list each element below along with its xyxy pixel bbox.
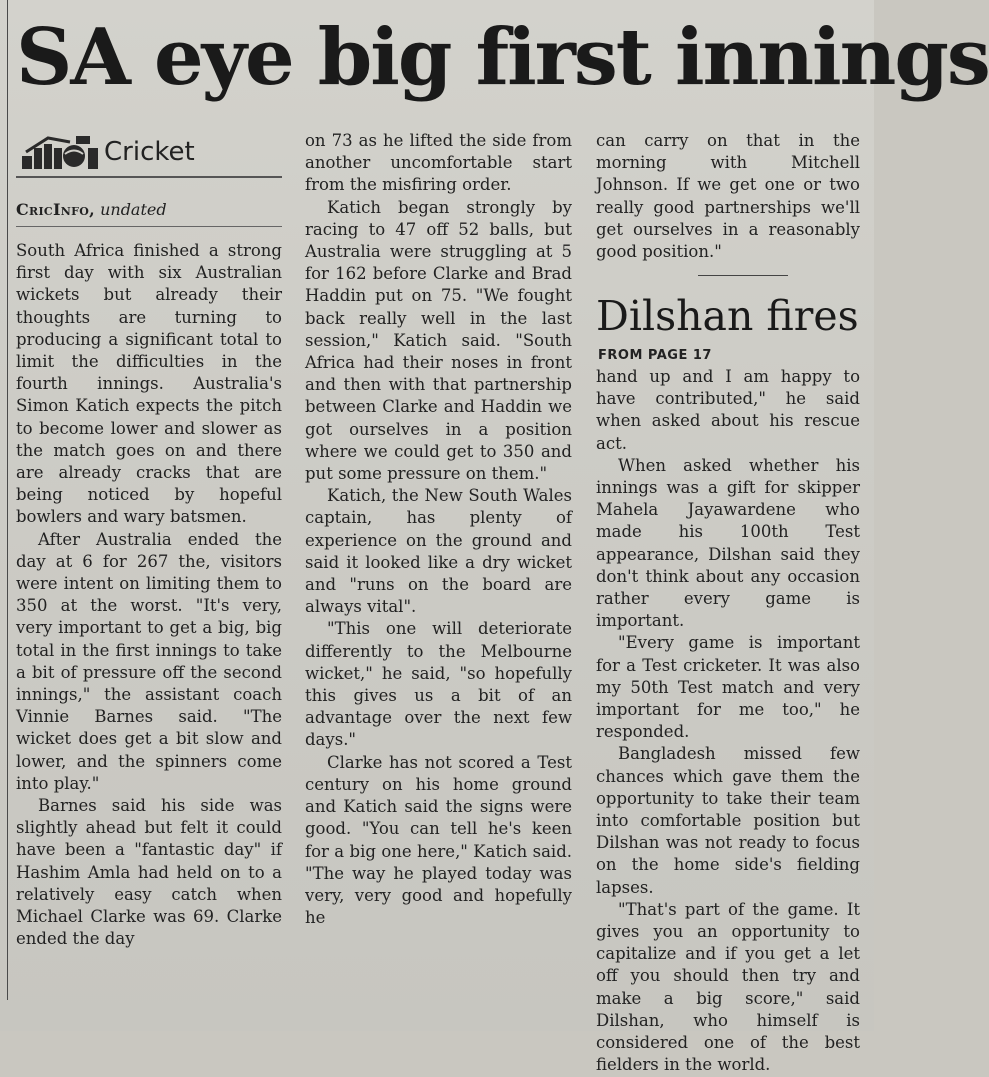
section-header	[16, 128, 282, 178]
article-column-3	[596, 130, 860, 263]
byline	[16, 200, 282, 227]
paragraph: "Every game is important for a Test cricketer. It was also my 50th Test match and very important for me too," he responded.	[596, 633, 860, 742]
cricket-logo-icon	[18, 134, 102, 170]
side-story-column	[596, 366, 860, 1077]
paragraph: When asked whether his innings was a gift for skipper Mahela Jayawardene who made his 100th Test appearance, Dilshan said they don't think about any occasion rather every game is important.	[596, 455, 860, 631]
paragraph: Katich began strongly by racing to 47 off 52 balls, but Australia were struggling at 5 for 162 before Clarke and Brad Haddin put on 75. "We fought back really well in the last session," Katich said. "South Africa had their noses in front and then with that partnership between Clarke and Haddin we got ourselves in a position where we could get to 350 and put some pressure on them."	[305, 197, 572, 484]
main-headline: SA eye big first innings	[16, 12, 989, 103]
paragraph: Barnes said his side was slightly ahead but felt it could have been a "fantastic day" if Hashim Amla had held on to a relatively easy catch when Michael Clarke was 69. Clarke ended the day	[16, 796, 282, 949]
article-column-1	[16, 240, 282, 951]
paragraph: Clarke has not scored a Test century on his home ground and Katich said the signs were good. "You can tell he's keen for a big one here," Katich said. "The way he played today was very, very good and hopefully he	[305, 752, 572, 928]
paragraph: "That's part of the game. It gives you an opportunity to capitalize and if you get a let off you should then try and make a big score," said Dilshan, who himself is considered one of the best fielders in the world.	[596, 899, 860, 1075]
story-divider	[698, 275, 788, 276]
paragraph: Bangladesh missed few chances which gave them the opportunity to take their team into comfortable position but Dilshan was not ready to focus on the home side's fielding lapses.	[596, 744, 860, 897]
side-story-headline: Dilshan fires	[596, 292, 859, 340]
byline-date: undated	[100, 200, 167, 219]
from-page-label: FROM PAGE 17	[598, 348, 712, 363]
column-rule	[7, 0, 8, 1000]
paragraph: After Australia ended the day at 6 for 267 the, visitors were intent on limiting them to 350 at the worst. "It's very, very important to get a big, big total in the first innings to take a bit of pressure off the second innings," the assistant coach Vinnie Barnes said. "The wicket does get a bit slow and lower, and the spinners come into play."	[16, 529, 282, 793]
section-label: Cricket	[104, 137, 195, 167]
paragraph: Katich, the New South Wales captain, has plenty of experience on the ground and said it looked like a dry wicket and "runs on the board are always vital".	[305, 486, 572, 617]
paragraph: can carry on that in the morning with Mitchell Johnson. If we get one or two really good partnerships we'll get ourselves in a reasonably good position."	[596, 131, 860, 262]
paragraph: "This one will deteriorate differently to the Melbourne wicket," he said, "so hopefully this gives us a bit of an advantage over the next few days."	[305, 619, 572, 750]
paragraph: South Africa finished a strong first day with six Australian wickets but already their thoughts are turning to producing a significant total to limit the difficulties in the fourth innings. Australia's Simon Katich expects the pitch to become lower and slower as the match goes on and there are already cracks that are being noticed by hopeful bowlers and wary batsmen.	[16, 241, 282, 527]
paragraph: hand up and I am happy to have contributed," he said when asked about his rescue act.	[596, 367, 860, 453]
paragraph: on 73 as he lifted the side from another uncomfortable start from the misfiring order.	[305, 131, 572, 195]
byline-source: CricInfo,	[16, 200, 95, 219]
article-column-2	[305, 130, 572, 929]
